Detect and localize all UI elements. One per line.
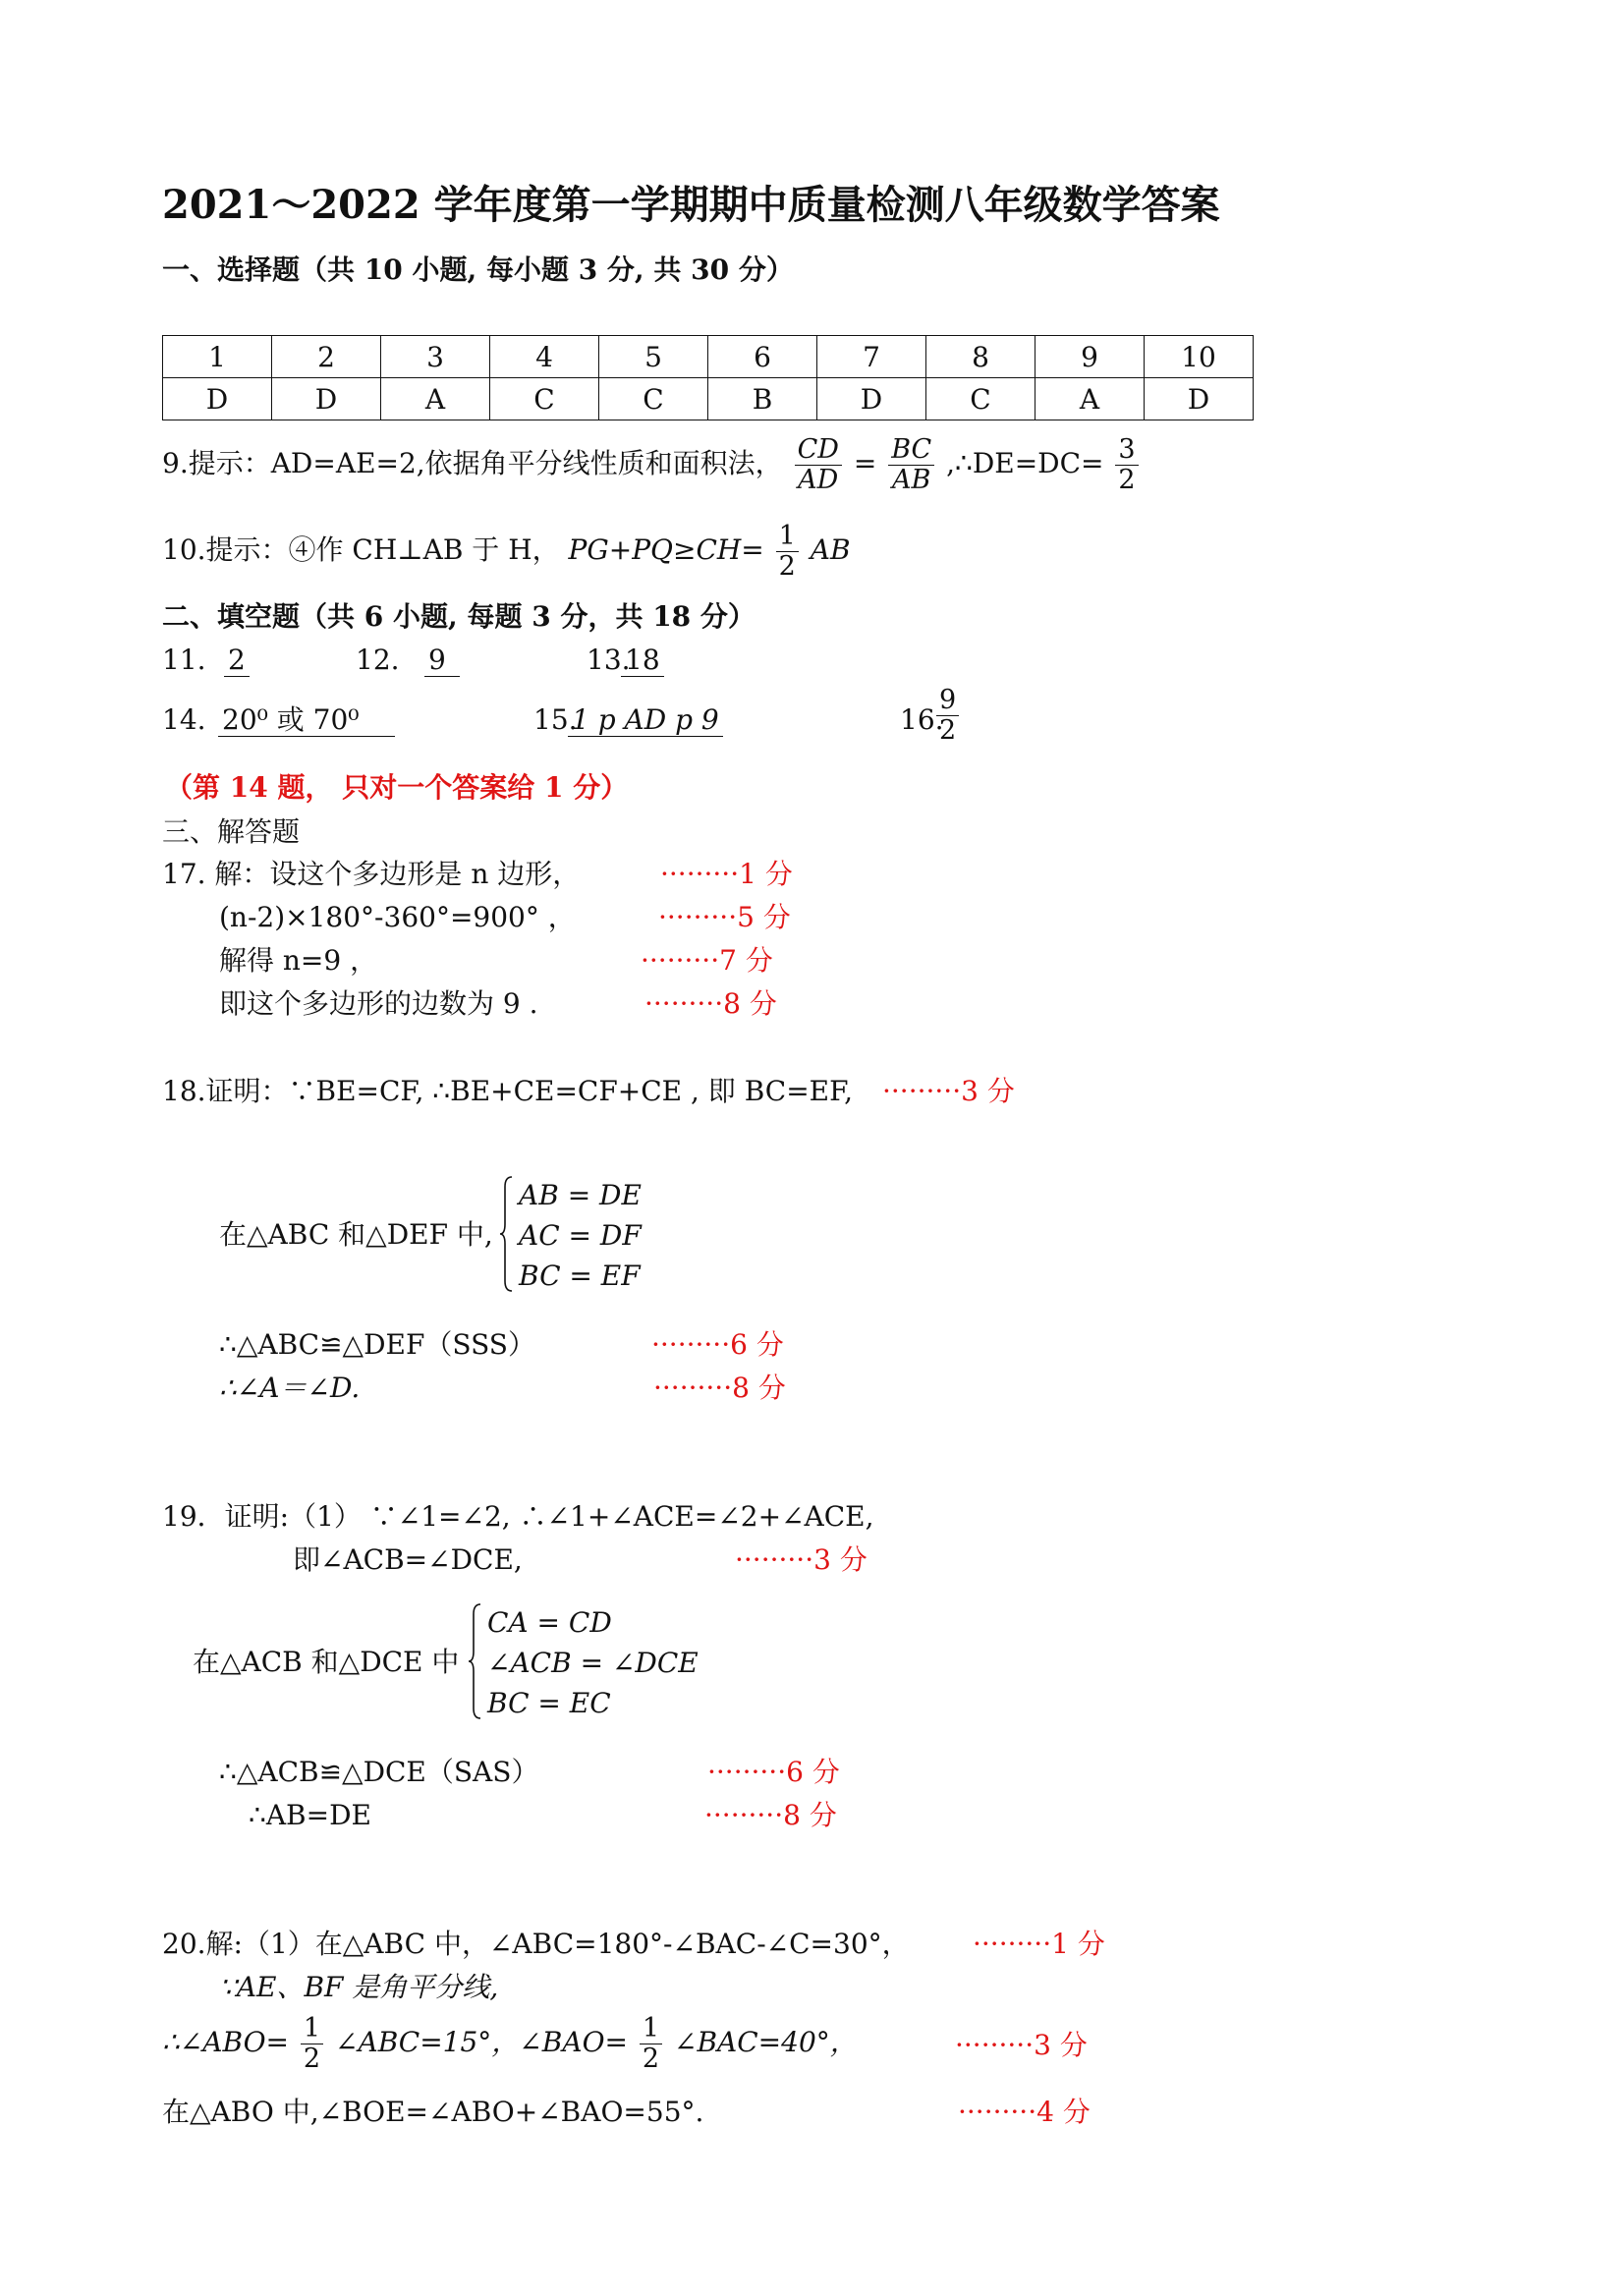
- q18-system-row: AC = DF: [519, 1219, 642, 1252]
- q17-points-2: ·········5 分: [658, 901, 791, 933]
- q18-points-3: ·········8 分: [653, 1372, 786, 1404]
- table-cell-answer: D: [163, 378, 272, 420]
- table-cell-number: 6: [708, 336, 817, 378]
- table-cell-answer: D: [272, 378, 381, 420]
- hint-10-prefix: 10.提示：④作 CH⊥AB 于 H，: [162, 533, 560, 566]
- section3-heading: 三、解答题: [162, 815, 301, 848]
- q19-line-1: 19．证明:（1） ∵∠1=∠2, ∴∠1+∠ACE=∠2+∠ACE,: [162, 1500, 874, 1533]
- q12-answer: 9: [424, 644, 460, 677]
- q17-points-4: ·········8 分: [644, 987, 777, 1020]
- q17-line-2: (n-2)×180°-360°=900° ，: [219, 901, 576, 933]
- hint-9-prefix: 9.提示：AD=AE=2,依据角平分线性质和面积法，: [162, 447, 783, 479]
- q20-points-3: ·········4 分: [958, 2096, 1091, 2128]
- q12-label: 12.: [356, 644, 400, 676]
- q19-system-row: ∠ACB = ∠DCE: [487, 1647, 699, 1679]
- q17-line-3: 解得 n=9 ，: [219, 944, 378, 977]
- q19-points-2: ·········6 分: [707, 1756, 840, 1788]
- q20-line-1: 20.解:（1）在△ABC 中，∠ABC=180°-∠BAC-∠C=30°，: [162, 1928, 910, 1960]
- q19-conclusion-2: ∴AB=DE: [249, 1799, 371, 1831]
- answer-table: [162, 335, 1254, 420]
- q18-points-1: ·········3 分: [882, 1075, 1015, 1107]
- answer-table-answer-row: [163, 378, 1254, 420]
- table-cell-number: 5: [599, 336, 708, 378]
- q18-equation-system: [499, 1175, 696, 1298]
- q18-line-1: 18.证明：∵BE=CF, ∴BE+CE=CF+CE , 即 BC=EF,: [162, 1075, 854, 1107]
- q20-points-2: ·········3 分: [955, 2029, 1088, 2061]
- hint-9: [162, 435, 1142, 495]
- table-cell-number: 8: [926, 336, 1035, 378]
- section2-heading: 二、填空题（共 6 小题, 每题 3 分，共 18 分）: [162, 600, 756, 633]
- q15-label: 15.: [533, 703, 578, 736]
- table-cell-answer: C: [490, 378, 599, 420]
- table-cell-number: 7: [817, 336, 926, 378]
- q16-fraction: $\frac{9}{2}$: [936, 686, 959, 746]
- q11-label: 11.: [162, 644, 206, 676]
- q13-label: 13.: [587, 644, 631, 676]
- q20-line-3-c: ∠BAC=40°，: [673, 2026, 858, 2058]
- q19-points-3: ·········8 分: [704, 1799, 837, 1831]
- table-cell-answer: C: [599, 378, 708, 420]
- equals-sign: =: [853, 447, 877, 479]
- q13-answer: 18: [621, 644, 664, 677]
- q20-line-2: ∵AE、BF 是角平分线,: [219, 1971, 499, 2003]
- left-brace-icon: [468, 1602, 481, 1720]
- answer-table-number-row: [163, 336, 1254, 378]
- q20-line-4: 在△ABO 中,∠BOE=∠ABO+∠BAO=55°.: [162, 2096, 704, 2128]
- q19-conclusion-1: ∴△ACB≌△DCE（SAS）: [219, 1756, 539, 1788]
- q14-answer: 20⁰ 或 70⁰: [218, 703, 395, 737]
- fraction-1-2: $\frac{1}{2}$: [640, 2014, 662, 2074]
- hint-10-expr: PG+PQ≥CH=: [568, 533, 764, 566]
- q14-scoring-note: （第 14 题， 只对一个答案给 1 分）: [165, 771, 629, 804]
- table-cell-number: 10: [1145, 336, 1254, 378]
- fraction-cd-ad: $\frac{CD}{AD}$: [795, 435, 842, 495]
- q19-equation-system: [468, 1602, 723, 1725]
- table-cell-answer: A: [381, 378, 490, 420]
- q11-answer: 2: [224, 644, 250, 677]
- q19-system-prefix: 在△ACB 和△DCE 中: [193, 1646, 460, 1678]
- fraction-3-2: $\frac{3}{2}$: [1115, 435, 1138, 495]
- q15-answer: 1 p AD p 9: [568, 703, 723, 737]
- fraction-bc-ab: $\frac{BC}{AB}$: [888, 435, 934, 495]
- table-cell-number: 9: [1035, 336, 1145, 378]
- q18-system-row: AB = DE: [519, 1179, 642, 1211]
- q18-system-prefix: 在△ABC 和△DEF 中,: [219, 1218, 493, 1251]
- q19-system-row: BC = EC: [487, 1687, 611, 1719]
- q18-conclusion-2: ∴∠A＝∠D.: [219, 1372, 361, 1404]
- table-cell-answer: D: [1145, 378, 1254, 420]
- q18-conclusion-1: ∴△ABC≌△DEF（SSS）: [219, 1328, 535, 1361]
- q20-line-3-b: ∠ABC=15°，∠BAO=: [335, 2026, 628, 2058]
- q19-line-2: 即∠ACB=∠DCE,: [293, 1543, 523, 1576]
- q20-line-3-a: ∴∠ABO=: [162, 2026, 290, 2058]
- q17-points-3: ·········7 分: [641, 944, 773, 977]
- table-cell-number: 3: [381, 336, 490, 378]
- q17-line-1: 17. 解：设这个多边形是 n 边形，: [162, 858, 581, 890]
- q16-label: 16.: [900, 703, 944, 736]
- fraction-1-2: $\frac{1}{2}$: [776, 522, 799, 582]
- hint-10: [162, 522, 851, 582]
- q19-points-1: ·········3 分: [735, 1543, 867, 1576]
- hint-10-suffix: AB: [810, 533, 851, 566]
- table-cell-answer: D: [817, 378, 926, 420]
- q17-line-4: 即这个多边形的边数为 9 .: [219, 987, 538, 1020]
- fraction-1-2: $\frac{1}{2}$: [301, 2014, 323, 2074]
- table-cell-answer: C: [926, 378, 1035, 420]
- q20-line-3: [162, 2014, 858, 2074]
- section1-heading: 一、选择题（共 10 小题, 每小题 3 分, 共 30 分）: [162, 253, 794, 286]
- table-cell-answer: A: [1035, 378, 1145, 420]
- q19-system-row: CA = CD: [487, 1606, 612, 1639]
- q20-points-1: ·········1 分: [973, 1928, 1105, 1960]
- table-cell-answer: B: [708, 378, 817, 420]
- table-cell-number: 2: [272, 336, 381, 378]
- table-cell-number: 1: [163, 336, 272, 378]
- q17-points-1: ·········1 分: [660, 858, 793, 890]
- q18-points-2: ·········6 分: [651, 1328, 784, 1361]
- left-brace-icon: [499, 1175, 513, 1293]
- table-cell-number: 4: [490, 336, 599, 378]
- q14-label: 14.: [162, 703, 206, 736]
- hint-9-mid: ,∴DE=DC=: [946, 447, 1104, 479]
- q18-system-row: BC = EF: [519, 1260, 641, 1292]
- page-title: 2021～2022 学年度第一学期期中质量检测八年级数学答案: [162, 182, 1220, 228]
